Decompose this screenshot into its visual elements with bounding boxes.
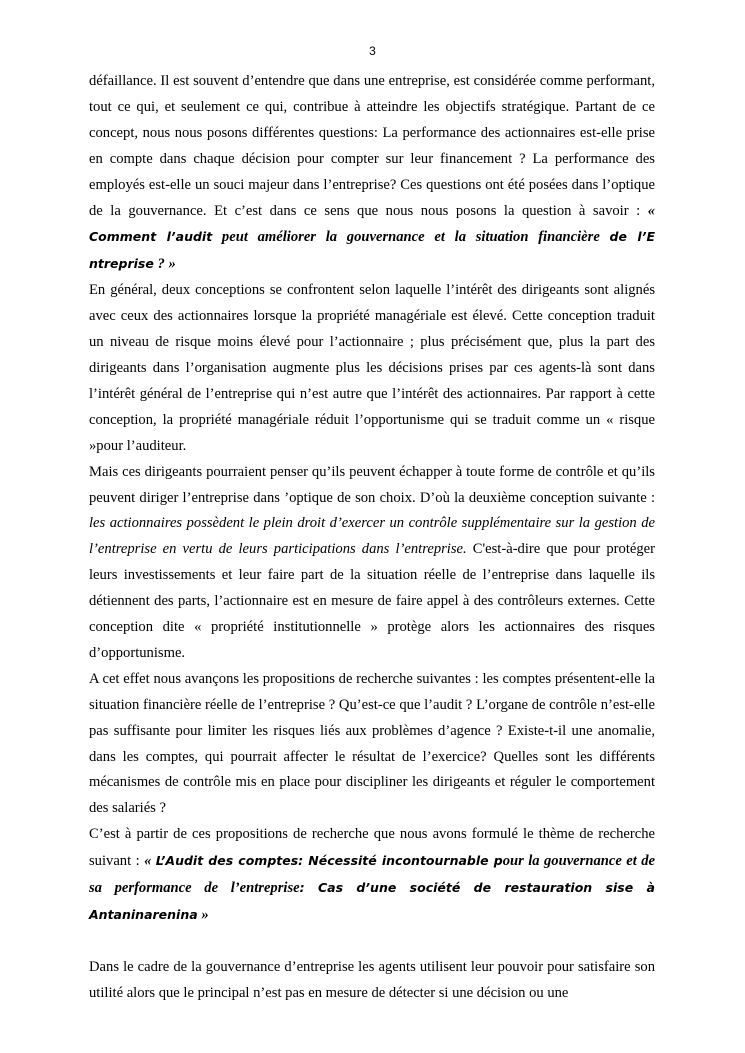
paragraph-research-theme [89,822,655,929]
paragraph-intro [89,69,655,278]
question-part-1: Comment l’audit [89,229,213,245]
paragraph-intro-text: défaillance. Il est souvent d’entendre que dans une entreprise, est considérée comme performant, tout ce qui, et seulement ce qui, contribue à atteindre les objectifs stratégique. Partant de ce concept, nous nous posons différentes questions: La performance des actionnaires est-elle prise en compte dans chaque décision pour compter sur leur financement ? La performance des employés est-elle un souci majeur dans l’entreprise? Ces questions ont été posées dans l’optique de la gouvernance. Et c’est dans ce sens que nous nous posons la question à savoir : [89,73,655,219]
question-open-quote: « [647,202,655,219]
theme-part-3: : Cas d’une société de restauration sise à Antaninarenina [89,880,655,922]
paragraph-conception-two-rest: C'est-à-dire que pour protéger leurs investissements et leur faire part de la situation réelle de l’entreprise dans laquelle ils détiennent des parts, l’actionnaire est en mesure de faire appel à des contrôleurs externes. Cette conception dite « propriété institutionnelle » protège alors les actionnaires des risques d’opportunisme. [89,541,655,661]
paragraph-spacer [89,929,655,955]
conception-two-italic: les actionnaires possèdent le plein droit d’exercer un contrôle supplémentaire sur la gestion de l’entreprise en vertu de leurs participations dans l’entreprise. [89,515,655,558]
question-part-4: ? » [153,256,176,273]
paragraph-conception-one: En général, deux conceptions se confrontent selon laquelle l’intérêt des dirigeants sont alignés avec ceux des actionnaires lorsque la propriété managériale est élevé. Cette conception traduit un niveau de risque moins élevé pour l’actionnaire ; plus précisément que, plus la part des dirigeants dans l’organisation augmente plus les décisions prises par ces agents-là sont dans l’intérêt général de l’entreprise qui n’est autre que l’intérêt des actionnaires. Par rapport à cette conception, la propriété managériale réduit l’opportunisme qui se traduit comme un « risque »pour l’auditeur. [89,282,655,454]
theme-close-quote: » [197,907,209,923]
paragraph-conception-two-text: Mais ces dirigeants pourraient penser qu’ils peuvent échapper à toute forme de contrôle et qu’ils peuvent diriger l’entreprise dans ’optique de son choix. D’où la deuxième conception suivante : [89,463,655,506]
question-part-2: peut améliorer la gouvernance et la situation financière [212,229,610,246]
theme-part-1: L’Audit des comptes: Nécessité incontournable p [155,853,503,869]
paragraph-conception-two [89,460,655,667]
paragraph-research-theme-text: C’est à partir de ces propositions de recherche que nous avons formulé le thème de recherche suivant : [89,826,655,870]
page-number: 3 [369,44,376,58]
document-body [89,69,655,1007]
theme-open-quote: « [144,853,156,870]
paragraph-governance: Dans le cadre de la gouvernance d’entreprise les agents utilisent leur pouvoir pour satisfaire son utilité alors que le principal n’est pas en mesure de détecter si une décision ou une [89,958,655,1001]
question-part-3: de l’E ntreprise [89,229,655,272]
paragraph-research-propositions: A cet effet nous avançons les propositions de recherche suivantes : les comptes présentent-elle la situation financière réelle de l’entreprise ? Qu’est-ce que l’audit ? L’organe de contrôle n’est-elle pas suffisante pour limiter les risques liés aux problèmes d’agence ? Existe-t-il une anomalie, dans les comptes, qui pourrait affecter le résultat de l’exercice? Quelles sont les différents mécanismes de contrôle mis en place pour discipliner les dirigeants et réguler le comportement des salariés ? [89,670,655,817]
theme-part-2: our la gouvernance et de sa performance de l’entreprise [89,853,655,897]
